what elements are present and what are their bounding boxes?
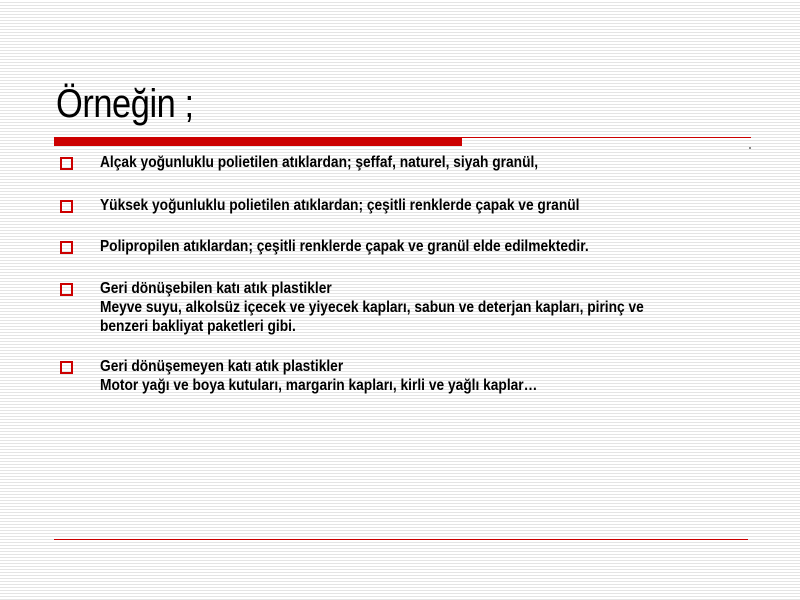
square-bullet-icon (60, 241, 73, 254)
footer-divider (54, 539, 748, 540)
square-bullet-icon (60, 157, 73, 170)
square-bullet-icon (60, 283, 73, 296)
bullet-line: Geri dönüşemeyen katı atık plastikler (100, 358, 344, 375)
title-underline-tick (749, 147, 751, 149)
bullet-line: Alçak yoğunluklu polietilen atıklardan; şeffaf, naturel, siyah granül, (100, 154, 539, 171)
bullet-text (100, 153, 788, 172)
bullet-text (100, 279, 788, 336)
bullet-text (100, 196, 788, 215)
title-underline-thick (54, 137, 462, 146)
square-bullet-icon (60, 361, 73, 374)
bullet-line: Polipropilen atıklardan; çeşitli renklerde çapak ve granül elde edilmektedir. (100, 238, 589, 255)
slide-title: Örneğin ; (56, 82, 194, 126)
bullet-text (100, 357, 788, 395)
square-bullet-icon (60, 200, 73, 213)
bullet-line: Geri dönüşebilen katı atık plastikler (100, 280, 332, 297)
bullet-line: Motor yağı ve boya kutuları, margarin kapları, kirli ve yağlı kaplar… (100, 377, 538, 394)
bullet-line: Yüksek yoğunluklu polietilen atıklardan; çeşitli renklerde çapak ve granül (100, 197, 580, 214)
title-underline-thin (54, 137, 751, 138)
bullet-line: benzeri bakliyat paketleri gibi. (100, 318, 296, 335)
bullet-line: Meyve suyu, alkolsüz içecek ve yiyecek kapları, sabun ve deterjan kapları, pirinç ve (100, 299, 644, 316)
bullet-text (100, 237, 788, 256)
